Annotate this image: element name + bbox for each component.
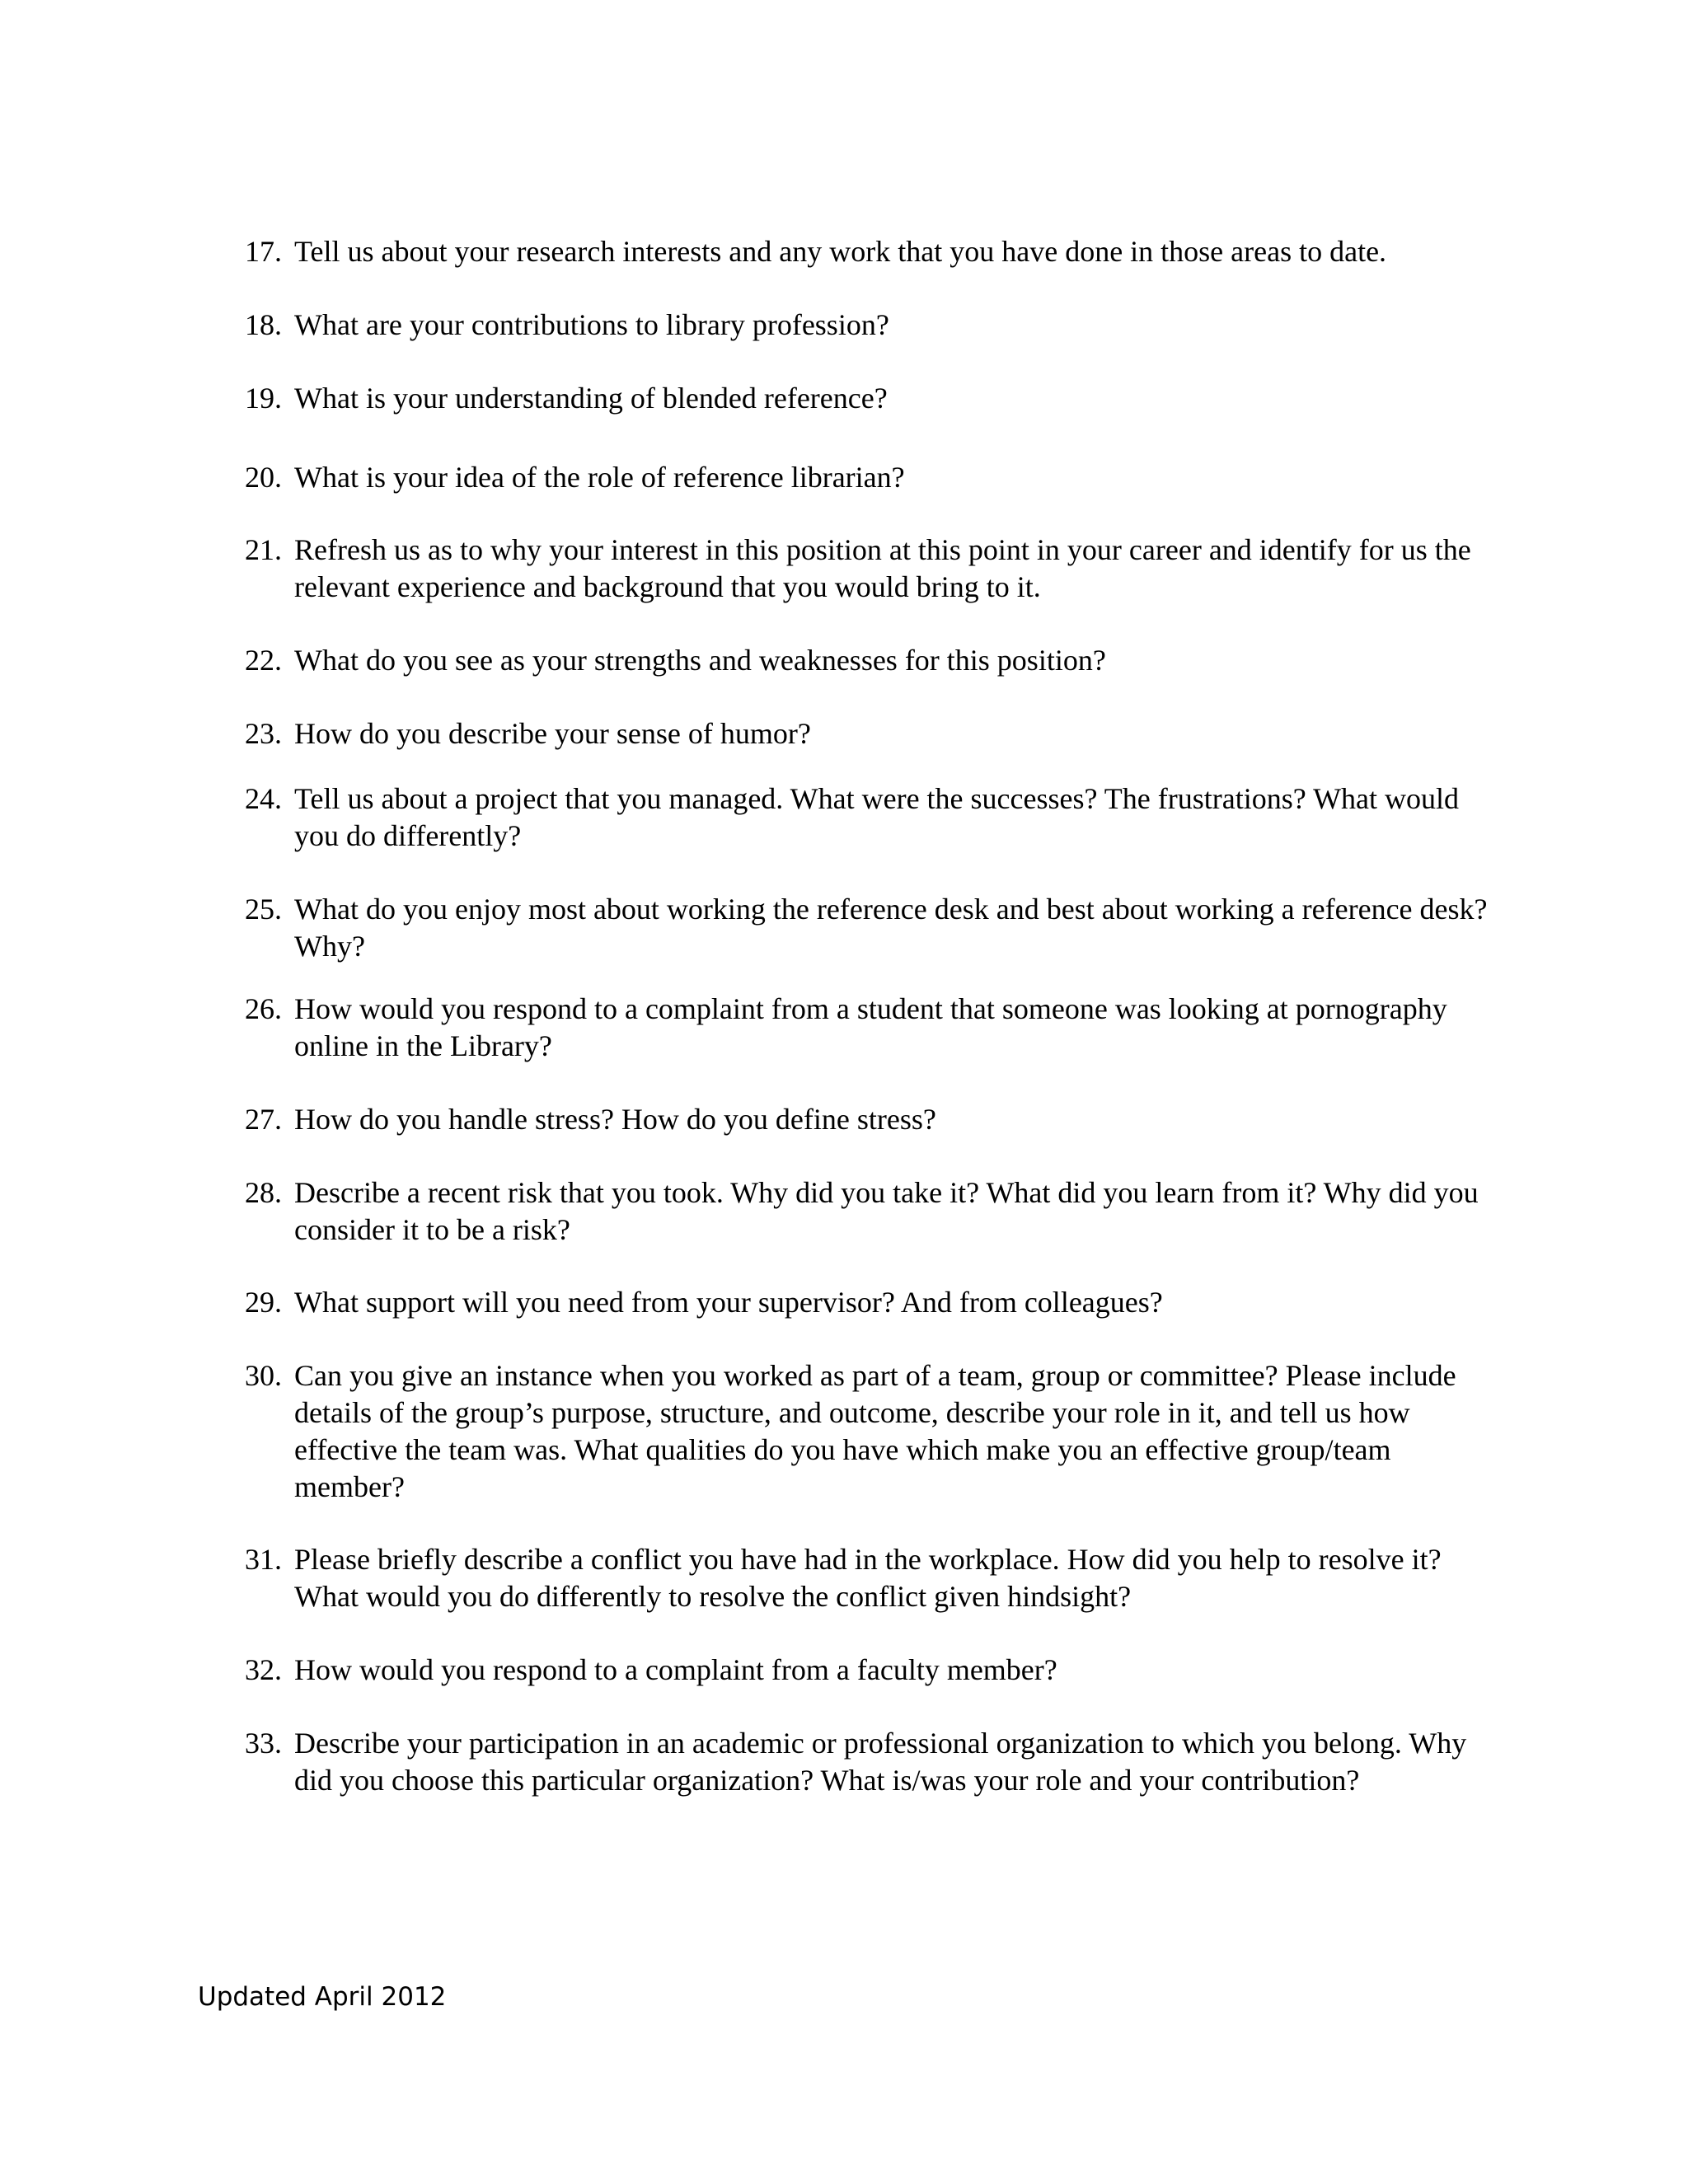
question-number: 24. bbox=[245, 782, 282, 815]
question-number: 30. bbox=[245, 1359, 282, 1392]
question-item bbox=[245, 780, 1498, 855]
question-item bbox=[245, 233, 1498, 270]
question-text: What support will you need from your supervisor? And from colleagues? bbox=[294, 1286, 1163, 1319]
question-number: 32. bbox=[245, 1653, 282, 1686]
question-number: 29. bbox=[245, 1286, 282, 1319]
question-item bbox=[245, 642, 1498, 679]
question-item bbox=[245, 891, 1498, 965]
question-item bbox=[245, 307, 1498, 344]
question-text: How would you respond to a complaint from a student that someone was looking at pornography online in the Library? bbox=[294, 992, 1447, 1062]
question-item bbox=[245, 1174, 1498, 1249]
question-number: 18. bbox=[245, 308, 282, 341]
question-text: Can you give an instance when you worked as part of a team, group or committee? Please include details of the group’s purpose, structure, and outcome, describe your role in it, and tell us how effective the team was. What qualities do you have which make you an effective group/team member? bbox=[294, 1359, 1456, 1503]
question-text: How do you describe your sense of humor? bbox=[294, 717, 811, 750]
question-text: What is your understanding of blended reference? bbox=[294, 382, 888, 415]
question-text: Refresh us as to why your interest in this position at this point in your career and identify for us the relevant experience and background that you would bring to it. bbox=[294, 533, 1471, 603]
question-number: 21. bbox=[245, 533, 282, 566]
question-number: 20. bbox=[245, 461, 282, 494]
question-item bbox=[245, 459, 1498, 496]
question-text: Describe a recent risk that you took. Why did you take it? What did you learn from it? Why did you consider it to be a risk? bbox=[294, 1176, 1479, 1246]
question-text: What is your idea of the role of reference librarian? bbox=[294, 461, 905, 494]
question-text: What are your contributions to library profession? bbox=[294, 308, 889, 341]
question-text: What do you enjoy most about working the reference desk and best about working a reference desk? Why? bbox=[294, 893, 1488, 963]
question-text: What do you see as your strengths and weaknesses for this position? bbox=[294, 644, 1106, 677]
question-number: 31. bbox=[245, 1543, 282, 1576]
question-text: Tell us about your research interests and any work that you have done in those areas to date. bbox=[294, 235, 1387, 268]
question-number: 27. bbox=[245, 1103, 282, 1136]
question-text: Describe your participation in an academic or professional organization to which you belong. Why did you choose this particular organization? What is/was your role and your contribution? bbox=[294, 1727, 1467, 1797]
question-number: 28. bbox=[245, 1176, 282, 1209]
question-number: 23. bbox=[245, 717, 282, 750]
question-item bbox=[245, 1541, 1498, 1615]
question-text: How would you respond to a complaint from a faculty member? bbox=[294, 1653, 1057, 1686]
question-text: Please briefly describe a conflict you have had in the workplace. How did you help to resolve it? What would you do differently to resolve the conflict given hindsight? bbox=[294, 1543, 1442, 1613]
question-text: How do you handle stress? How do you define stress? bbox=[294, 1103, 936, 1136]
question-item bbox=[245, 1101, 1498, 1138]
question-text: Tell us about a project that you managed. What were the successes? The frustrations? What would you do differently? bbox=[294, 782, 1460, 852]
question-item bbox=[245, 1357, 1498, 1506]
question-number: 33. bbox=[245, 1727, 282, 1760]
question-item bbox=[245, 1725, 1498, 1799]
question-number: 26. bbox=[245, 992, 282, 1025]
question-item bbox=[245, 991, 1498, 1065]
question-item bbox=[245, 1652, 1498, 1689]
question-number: 17. bbox=[245, 235, 282, 268]
question-number: 19. bbox=[245, 382, 282, 415]
question-number: 22. bbox=[245, 644, 282, 677]
question-item bbox=[245, 380, 1498, 417]
question-item bbox=[245, 1284, 1498, 1321]
question-item bbox=[245, 532, 1498, 606]
question-number: 25. bbox=[245, 893, 282, 926]
question-item bbox=[245, 715, 1498, 752]
footer-updated-date: Updated April 2012 bbox=[198, 1982, 447, 2012]
